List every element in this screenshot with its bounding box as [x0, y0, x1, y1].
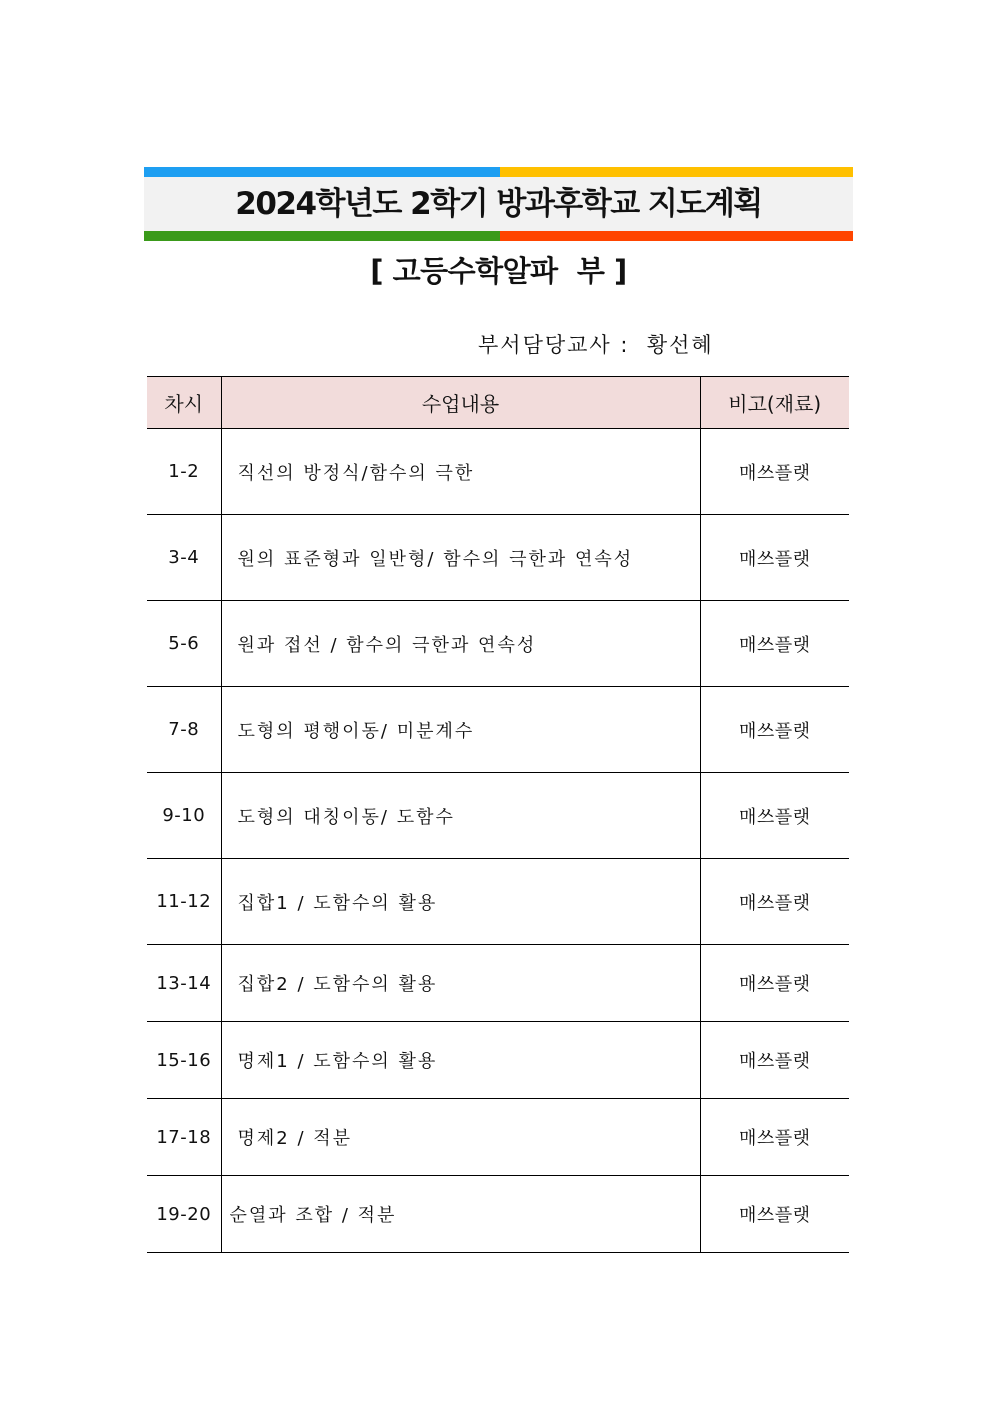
note-cell: 매쓰플랫 — [700, 773, 849, 859]
note-cell: 매쓰플랫 — [700, 1099, 849, 1176]
table-row — [147, 859, 849, 945]
note-cell: 매쓰플랫 — [700, 945, 849, 1022]
column-header-session: 차시 — [147, 377, 221, 429]
banner-bar-top-right — [500, 167, 853, 177]
note-cell: 매쓰플랫 — [700, 1022, 849, 1099]
course-subtitle: [ 고등수학알파 부 ] — [370, 254, 627, 288]
page-title: 2024학년도 2학기 방과후학교 지도계획 — [235, 186, 762, 222]
content-cell: 명제2 / 적분 — [221, 1099, 700, 1176]
session-cell: 3-4 — [147, 515, 221, 601]
session-cell: 15-16 — [147, 1022, 221, 1099]
title-banner — [144, 167, 853, 241]
column-header-note: 비고(재료) — [700, 377, 849, 429]
note-cell: 매쓰플랫 — [700, 429, 849, 515]
banner-bar-bottom-left — [144, 231, 500, 241]
session-cell: 5-6 — [147, 601, 221, 687]
lesson-plan-table — [147, 376, 849, 1253]
table-row — [147, 429, 849, 515]
table-row — [147, 1176, 849, 1253]
content-cell: 순열과 조합 / 적분 — [221, 1176, 700, 1253]
content-cell: 도형의 평행이동/ 미분계수 — [221, 687, 700, 773]
table-row — [147, 773, 849, 859]
note-cell: 매쓰플랫 — [700, 859, 849, 945]
session-cell: 1-2 — [147, 429, 221, 515]
content-cell: 명제1 / 도함수의 활용 — [221, 1022, 700, 1099]
banner-bar-bottom-right — [500, 231, 853, 241]
session-cell: 13-14 — [147, 945, 221, 1022]
content-cell: 도형의 대칭이동/ 도함수 — [221, 773, 700, 859]
content-cell: 직선의 방정식/함수의 극한 — [221, 429, 700, 515]
note-cell: 매쓰플랫 — [700, 515, 849, 601]
banner-bar-top-left — [144, 167, 500, 177]
teacher-line: 부서담당교사 : 황선혜 — [478, 333, 714, 357]
session-cell: 11-12 — [147, 859, 221, 945]
column-header-content: 수업내용 — [221, 377, 700, 429]
table-header-row — [147, 377, 849, 429]
table-row — [147, 945, 849, 1022]
table-row — [147, 687, 849, 773]
note-cell: 매쓰플랫 — [700, 1176, 849, 1253]
session-cell: 17-18 — [147, 1099, 221, 1176]
content-cell: 원의 표준형과 일반형/ 함수의 극한과 연속성 — [221, 515, 700, 601]
note-cell: 매쓰플랫 — [700, 601, 849, 687]
table-row — [147, 1022, 849, 1099]
note-cell: 매쓰플랫 — [700, 687, 849, 773]
session-cell: 19-20 — [147, 1176, 221, 1253]
content-cell: 집합2 / 도함수의 활용 — [221, 945, 700, 1022]
content-cell: 원과 접선 / 함수의 극한과 연속성 — [221, 601, 700, 687]
table-row — [147, 601, 849, 687]
content-cell: 집합1 / 도함수의 활용 — [221, 859, 700, 945]
session-cell: 7-8 — [147, 687, 221, 773]
table-row — [147, 515, 849, 601]
table-row — [147, 1099, 849, 1176]
session-cell: 9-10 — [147, 773, 221, 859]
